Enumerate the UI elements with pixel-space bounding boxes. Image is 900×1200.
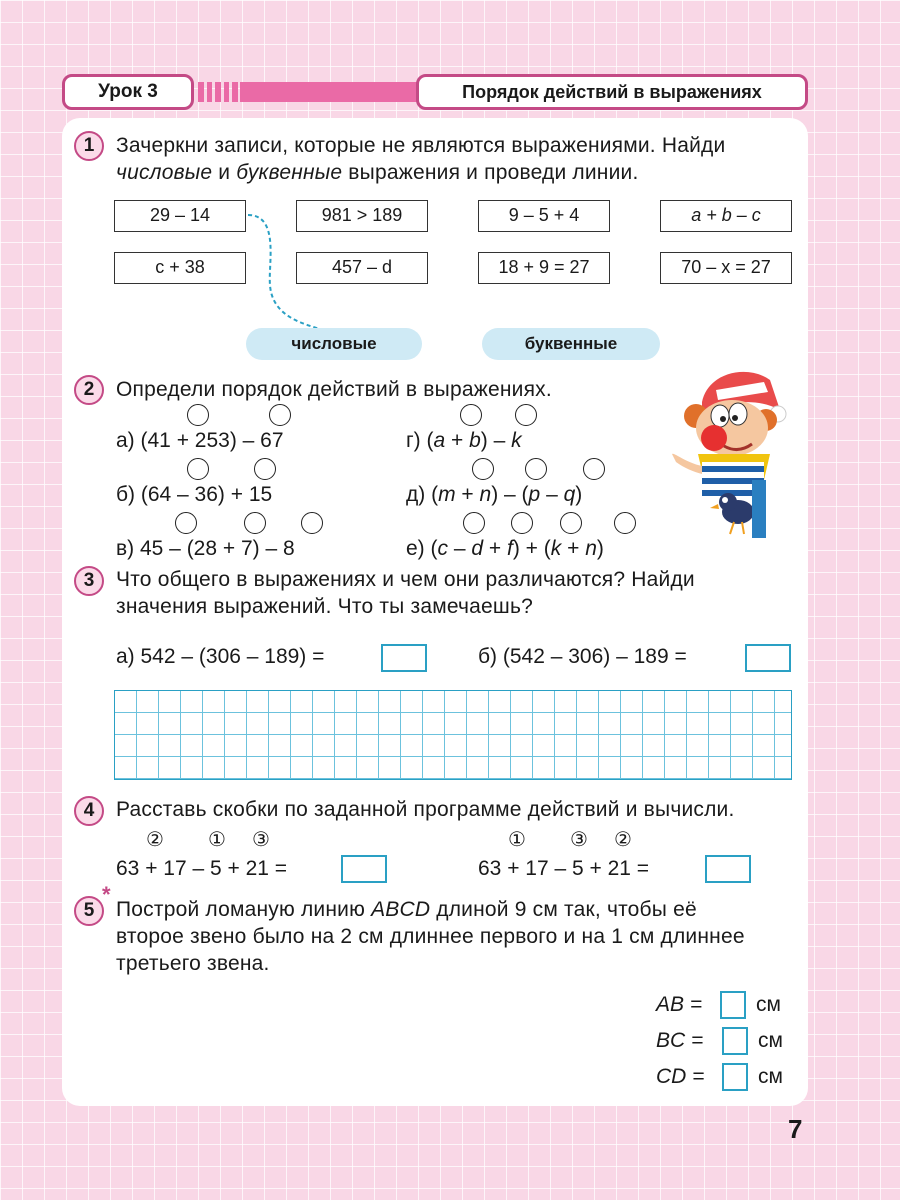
- expression-g: г) (a + b) – k: [406, 429, 522, 452]
- order-circle[interactable]: [244, 512, 266, 534]
- difficulty-star: *: [102, 882, 111, 907]
- answer-box-3a[interactable]: [381, 644, 427, 672]
- clown-character-illustration: [668, 362, 792, 542]
- task-3-line-1: Что общего в выражениях и чем они различаются? Найди: [116, 568, 695, 591]
- order-circle[interactable]: [175, 512, 197, 534]
- answer-box-4-left[interactable]: [341, 855, 387, 883]
- task-3-line-2: значения выражений. Что ты замечаешь?: [116, 595, 533, 618]
- answer-box-4-right[interactable]: [705, 855, 751, 883]
- expression-box[interactable]: 457 – d: [296, 252, 428, 284]
- task-1-line-2: [116, 159, 796, 186]
- header-stripes: [198, 82, 238, 102]
- order-mark: ③: [570, 829, 588, 851]
- order-mark: ①: [208, 829, 226, 851]
- task-5-number: 5: [74, 896, 104, 926]
- example-dashed-line: [240, 205, 340, 335]
- expression-box[interactable]: c + 38: [114, 252, 246, 284]
- order-circle[interactable]: [301, 512, 323, 534]
- category-numeric[interactable]: числовые: [246, 328, 422, 360]
- expression-box[interactable]: 29 – 14: [114, 200, 246, 232]
- unit-cm: см: [756, 993, 781, 1016]
- order-circle[interactable]: [560, 512, 582, 534]
- expression-box[interactable]: 981 > 189: [296, 200, 428, 232]
- task-3-number: 3: [74, 566, 104, 596]
- order-mark: ②: [614, 829, 632, 851]
- order-mark: ③: [252, 829, 270, 851]
- task-3-text: [116, 566, 796, 620]
- task-5-line-2: второе звено было на 2 см длиннее первого и на 1 см длиннее: [116, 925, 745, 948]
- order-circle[interactable]: [187, 404, 209, 426]
- order-circle[interactable]: [463, 512, 485, 534]
- word-and: и: [212, 161, 237, 184]
- expression-4-right: 63 + 17 – 5 + 21 =: [478, 857, 650, 880]
- order-circle[interactable]: [583, 458, 605, 480]
- order-circle[interactable]: [515, 404, 537, 426]
- task-5-text: [116, 896, 796, 977]
- order-mark: ②: [146, 829, 164, 851]
- order-circle[interactable]: [614, 512, 636, 534]
- expression-3b: б) (542 – 306) – 189 =: [478, 645, 687, 668]
- segment-cd-label: CD =: [656, 1065, 705, 1088]
- page-number: 7: [788, 1114, 803, 1144]
- expression-4-left: 63 + 17 – 5 + 21 =: [116, 857, 288, 880]
- segment-bc-label: BC =: [656, 1029, 704, 1052]
- expression-box[interactable]: 9 – 5 + 4: [478, 200, 610, 232]
- segment-ab-label: AB =: [656, 993, 703, 1016]
- word-numeric: числовые: [116, 161, 213, 184]
- answer-box-ab[interactable]: [720, 991, 746, 1019]
- order-circle[interactable]: [511, 512, 533, 534]
- expression-3a: а) 542 – (306 – 189) =: [116, 645, 325, 668]
- task-5-line-1: Построй ломаную линию ABCD длиной 9 см так, чтобы её: [116, 898, 697, 921]
- expression-box[interactable]: 70 – x = 27: [660, 252, 792, 284]
- order-circle[interactable]: [472, 458, 494, 480]
- answer-box-3b[interactable]: [745, 644, 791, 672]
- calculation-grid[interactable]: [114, 690, 792, 780]
- task-2-text: Определи порядок действий в выражениях.: [116, 378, 552, 401]
- header-bar: [240, 82, 420, 102]
- task-2-number: 2: [74, 375, 104, 405]
- order-circle[interactable]: [254, 458, 276, 480]
- order-circle[interactable]: [525, 458, 547, 480]
- answer-box-bc[interactable]: [722, 1027, 748, 1055]
- order-mark: ①: [508, 829, 526, 851]
- task-5-line-3: третьего звена.: [116, 952, 270, 975]
- expression-v: в) 45 – (28 + 7) – 8: [116, 537, 295, 560]
- task-1-line-2-end: выражения и проведи линии.: [342, 161, 639, 184]
- expression-box[interactable]: a + b – c: [660, 200, 792, 232]
- order-circle[interactable]: [269, 404, 291, 426]
- unit-cm: см: [758, 1029, 783, 1052]
- expression-e: е) (c – d + f) + (k + n): [406, 537, 604, 560]
- task-1-text: [116, 132, 796, 186]
- expression-box[interactable]: 18 + 9 = 27: [478, 252, 610, 284]
- order-circle[interactable]: [187, 458, 209, 480]
- expression-d: д) (m + n) – (p – q): [406, 483, 583, 506]
- expression-a: а) (41 + 253) – 67: [116, 429, 284, 452]
- unit-cm: см: [758, 1065, 783, 1088]
- task-4-text: Расставь скобки по заданной программе действий и вычисли.: [116, 798, 735, 821]
- topic-title: Порядок действий в выражениях: [416, 74, 808, 110]
- task-1-line-1: Зачеркни записи, которые не являются выражениями. Найди: [116, 134, 726, 157]
- answer-box-cd[interactable]: [722, 1063, 748, 1091]
- expression-b: б) (64 – 36) + 15: [116, 483, 273, 506]
- word-letter: буквенные: [236, 161, 343, 184]
- lesson-label: Урок 3: [62, 74, 194, 110]
- order-circle[interactable]: [460, 404, 482, 426]
- task-1-number: 1: [74, 131, 104, 161]
- category-letter[interactable]: буквенные: [482, 328, 660, 360]
- task-4-number: 4: [74, 796, 104, 826]
